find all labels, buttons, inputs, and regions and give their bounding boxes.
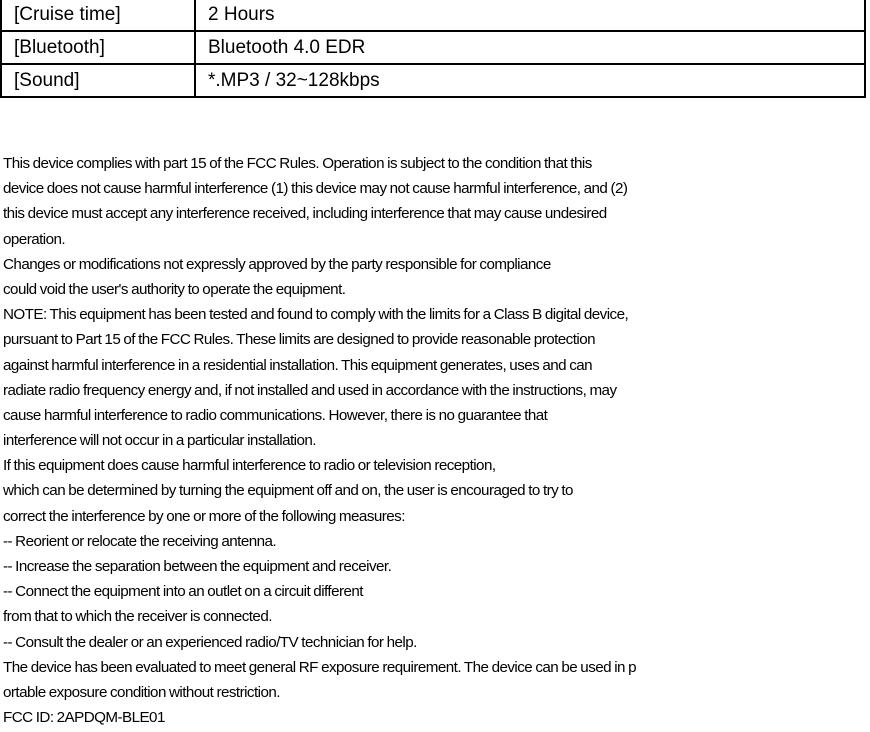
notice-line: interference will not occur in a particular installation. xyxy=(3,432,316,450)
notice-line: which can be determined by turning the equipment off and on, the user is encouraged to try to xyxy=(3,482,573,500)
notice-line: device does not cause harmful interference (1) this device may not cause harmful interference, and (2) xyxy=(3,180,628,198)
notice-line: pursuant to Part 15 of the FCC Rules. These limits are designed to provide reasonable protection xyxy=(3,331,595,349)
spec-label-bluetooth: [Bluetooth] xyxy=(1,31,195,64)
spec-table xyxy=(0,0,866,98)
spec-label-cruise-time: [Cruise time] xyxy=(1,0,195,31)
spec-label-sound: [Sound] xyxy=(1,64,195,97)
fcc-id: FCC ID: 2APDQM-BLE01 xyxy=(3,709,165,727)
notice-line: NOTE: This equipment has been tested and found to comply with the limits for a Class B digital device, xyxy=(3,306,629,324)
notice-line: If this equipment does cause harmful interference to radio or television reception, xyxy=(3,457,496,475)
notice-line: radiate radio frequency energy and, if not installed and used in accordance with the instructions, may xyxy=(3,381,617,399)
notice-line: this device must accept any interference received, including interference that may cause undesired xyxy=(3,205,607,223)
notice-line: cause harmful interference to radio communications. However, there is no guarantee that xyxy=(3,406,548,424)
notice-line: could void the user's authority to operate the equipment. xyxy=(3,280,346,298)
notice-line: -- Increase the separation between the equipment and receiver. xyxy=(3,558,392,575)
notice-line: from that to which the receiver is connected. xyxy=(3,608,272,626)
fcc-notice xyxy=(3,151,869,730)
notice-line: Changes or modifications not expressly approved by the party responsible for compliance xyxy=(3,255,551,273)
table-row xyxy=(1,0,865,31)
notice-line: -- Consult the dealer or an experienced radio/TV technician for help. xyxy=(3,633,417,651)
notice-line: -- Reorient or relocate the receiving antenna. xyxy=(3,532,277,550)
notice-line: correct the interference by one or more of the following measures: xyxy=(3,507,405,525)
spec-value-sound: *.MP3 / 32~128kbps xyxy=(195,64,865,97)
notice-line: This device complies with part 15 of the FCC Rules. Operation is subject to the condition that this xyxy=(3,155,592,172)
notice-line: against harmful interference in a residential installation. This equipment generates, uses and can xyxy=(3,356,593,374)
notice-line: The device has been evaluated to meet general RF exposure requirement. The device can be used in p xyxy=(3,658,637,676)
notice-line: ortable exposure condition without restriction. xyxy=(3,683,280,701)
spec-value-bluetooth: Bluetooth 4.0 EDR xyxy=(195,31,865,64)
spec-value-cruise-time: 2 Hours xyxy=(195,0,865,31)
table-row xyxy=(1,64,865,97)
notice-line: -- Connect the equipment into an outlet on a circuit different xyxy=(3,583,363,601)
notice-line: operation. xyxy=(3,230,66,248)
table-row xyxy=(1,31,865,64)
